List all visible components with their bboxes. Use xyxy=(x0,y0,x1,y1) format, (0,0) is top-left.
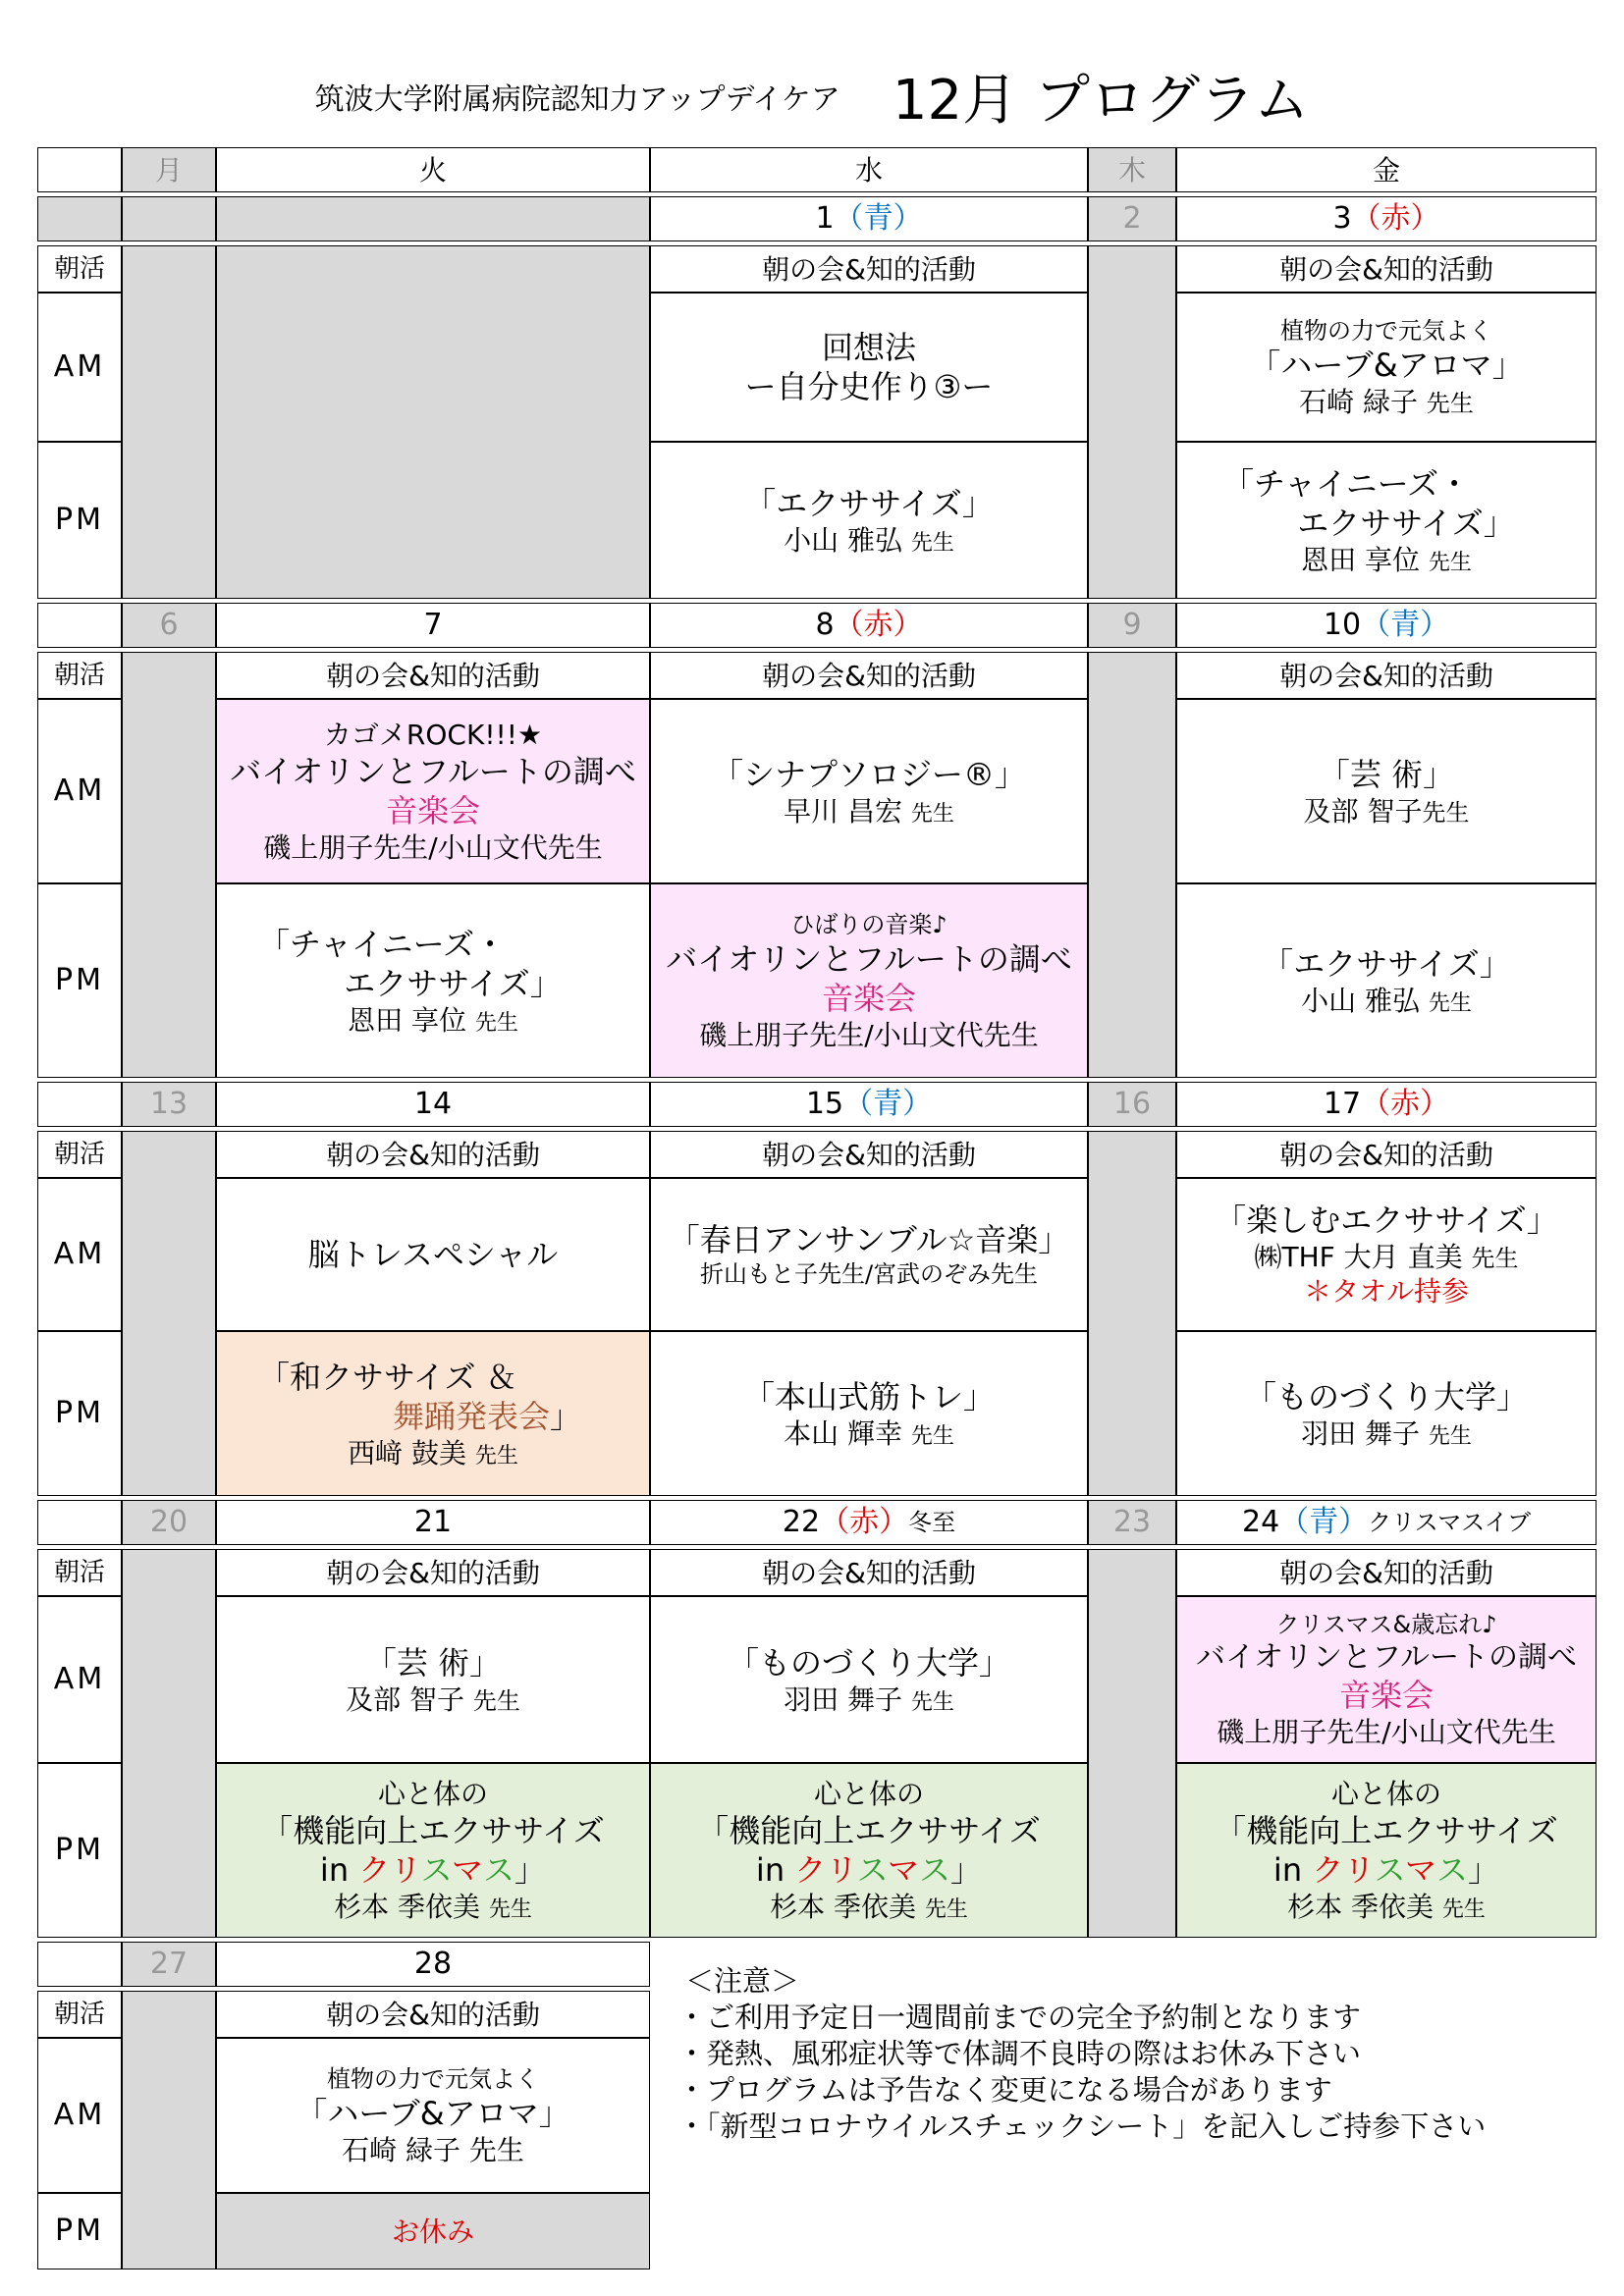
w4-tue-date: 21 xyxy=(216,1500,650,1545)
w3-tue-date: 14 xyxy=(216,1082,650,1127)
program-caption: 植物の力で元気よく xyxy=(327,2064,539,2093)
instructor: 羽田 舞子 先生 xyxy=(1301,1416,1472,1450)
program-title: 「楽しむエクササイズ」 xyxy=(1215,1201,1558,1239)
w3-am-label: AM xyxy=(37,1178,122,1331)
w2-tue-date: 7 xyxy=(216,603,650,648)
instructor: 本山 輝幸 先生 xyxy=(784,1416,954,1450)
w4-mon-date: 20 xyxy=(122,1500,216,1545)
program-title: 「ものづくり大学」 xyxy=(1244,1377,1528,1415)
instructor: 小山 雅弘 先生 xyxy=(784,523,954,557)
program-title: 「機能向上エクササイズ xyxy=(261,1812,605,1849)
w3-wed-pm xyxy=(650,1331,1088,1496)
instructor: 西﨑 鼓美 先生 xyxy=(348,1436,518,1469)
program-title: 「機能向上エクササイズ xyxy=(1215,1812,1558,1849)
w4-wed-date xyxy=(650,1500,1088,1545)
date-number: 24 xyxy=(1241,1505,1280,1540)
date-number: 3 xyxy=(1332,201,1352,237)
w1-fri-morning: 朝の会&知的活動 xyxy=(1176,245,1597,293)
instructor: 早川 昌宏 先生 xyxy=(784,794,954,828)
w3-mon-date: 13 xyxy=(122,1082,216,1127)
w5-mon-date: 27 xyxy=(122,1942,216,1987)
w3-thu-closed xyxy=(1088,1131,1176,1496)
program-title: 「機能向上エクササイズ xyxy=(697,1812,1041,1849)
w3-morning-label: 朝活 xyxy=(37,1131,122,1178)
program-caption: ひばりの音楽♪ xyxy=(790,910,947,938)
program-title-2: エクササイズ」 xyxy=(344,964,562,1002)
program-title: 12月 プログラム xyxy=(892,69,1310,133)
w1-wed-pm xyxy=(650,442,1088,599)
w4-fri-am xyxy=(1176,1596,1597,1763)
program-title: 「春日アンサンブル☆音楽」 xyxy=(668,1221,1070,1258)
w1-wed-am xyxy=(650,293,1088,442)
w1-tue-date xyxy=(216,196,650,241)
w3-tue-pm xyxy=(216,1331,650,1496)
date-number: 1 xyxy=(815,201,835,237)
program-title-2: in クリスマス」 xyxy=(755,1851,983,1889)
program-caption: 心と体の xyxy=(377,1778,488,1810)
program-title: 「エクササイズ」 xyxy=(744,484,994,522)
date-number: 22 xyxy=(782,1505,821,1540)
date-number: 8 xyxy=(815,608,835,643)
w5-morning-label: 朝活 xyxy=(37,1991,122,2038)
note-item: ・発熱、風邪症状等で体調不良時の際はお休み下さい xyxy=(677,2037,1362,2070)
instructor: 杉本 季依美 先生 xyxy=(770,1891,968,1923)
w3-fri-morning: 朝の会&知的活動 xyxy=(1176,1131,1597,1178)
note-item: ・ご利用予定日一週間前までの完全予約制となります xyxy=(677,2001,1362,2034)
program-title: 「エクササイズ」 xyxy=(1262,944,1511,983)
program-title: 「ものづくり大学」 xyxy=(727,1643,1010,1682)
w4-thu-date: 23 xyxy=(1088,1500,1176,1545)
w2-fri-date xyxy=(1176,603,1597,648)
color-tag: （青） xyxy=(834,201,923,237)
w2-fri-pm xyxy=(1176,883,1597,1078)
w1-fri-pm xyxy=(1176,442,1597,599)
instructor: 磯上朋子先生/小山文代先生 xyxy=(263,831,603,864)
date-number: 15 xyxy=(805,1087,844,1122)
w2-mon-closed xyxy=(122,652,216,1078)
w1-pm-label: PM xyxy=(37,442,122,599)
instructor: 磯上朋子先生/小山文代先生 xyxy=(1217,1716,1556,1749)
instructor: 及部 智子先生 xyxy=(1303,794,1470,828)
w3-date-label xyxy=(37,1082,122,1127)
w1-fri-am xyxy=(1176,293,1597,442)
w4-wed-morning: 朝の会&知的活動 xyxy=(650,1549,1088,1596)
w5-tue-date: 28 xyxy=(216,1942,650,1987)
w4-am-label: AM xyxy=(37,1596,122,1763)
program-caption: 心と体の xyxy=(813,1778,924,1810)
w2-fri-morning: 朝の会&知的活動 xyxy=(1176,652,1597,699)
color-tag: （青） xyxy=(1279,1505,1369,1540)
w1-thu-date: 2 xyxy=(1088,196,1176,241)
header-mon: 月 xyxy=(122,147,216,192)
date-number: 17 xyxy=(1323,1087,1362,1122)
w2-thu-date: 9 xyxy=(1088,603,1176,648)
w1-wed-morning: 朝の会&知的活動 xyxy=(650,245,1088,293)
program-title: バイオリンとフルートの調べ xyxy=(230,753,636,790)
program-title: 「チャイニーズ・ xyxy=(258,925,507,963)
program-title-2: 舞踊発表会」 xyxy=(392,1397,582,1435)
instructor: 石崎 緑子 先生 xyxy=(342,2133,524,2166)
instructor: 杉本 季依美 先生 xyxy=(1287,1891,1486,1923)
w3-fri-pm xyxy=(1176,1331,1597,1496)
w3-wed-am xyxy=(650,1178,1088,1331)
instructor: 杉本 季依美 先生 xyxy=(334,1891,532,1923)
program-title: 回想法 xyxy=(821,329,916,366)
w4-fri-pm xyxy=(1176,1763,1597,1938)
w4-tue-am xyxy=(216,1596,650,1763)
instructor: 小山 雅弘 先生 xyxy=(1301,984,1472,1017)
w1-date-label xyxy=(37,196,122,241)
program-title: 「ハーブ&アロマ」 xyxy=(296,2094,570,2132)
note-item: ・プログラムは予告なく変更になる場合があります xyxy=(677,2073,1332,2107)
instructor: 磯上朋子先生/小山文代先生 xyxy=(699,1018,1039,1051)
note-item: ・「新型コロナウイルスチェックシート」を記入しご持参下さい xyxy=(677,2109,1487,2143)
w4-morning-label: 朝活 xyxy=(37,1549,122,1596)
w3-wed-morning: 朝の会&知的活動 xyxy=(650,1131,1088,1178)
w1-mon-closed xyxy=(122,245,216,599)
color-tag: （青） xyxy=(1361,608,1450,643)
notes-heading: ＜注意＞ xyxy=(685,1964,800,1998)
w1-am-label: AM xyxy=(37,293,122,442)
program-highlight: 音楽会 xyxy=(1338,1677,1434,1715)
w2-am-label: AM xyxy=(37,699,122,883)
program-title: 「ハーブ&アロマ」 xyxy=(1249,346,1524,384)
w3-mon-closed xyxy=(122,1131,216,1496)
w5-am-label: AM xyxy=(37,2038,122,2193)
w4-date-label xyxy=(37,1500,122,1545)
program-note: ＊タオル持参 xyxy=(1303,1275,1469,1308)
notes-section xyxy=(677,1963,1486,2145)
program-title-2: in クリスマス」 xyxy=(1272,1851,1500,1889)
date-note: クリスマスイブ xyxy=(1368,1509,1532,1536)
w5-tue-am xyxy=(216,2038,650,2193)
program-title: 「芸 術」 xyxy=(364,1643,502,1682)
w4-tue-morning: 朝の会&知的活動 xyxy=(216,1549,650,1596)
w3-fri-am xyxy=(1176,1178,1597,1331)
program-title: 「和クササイズ ＆ xyxy=(258,1358,517,1396)
w1-tue-closed xyxy=(216,245,650,599)
program-title: 「シナプソロジー®」 xyxy=(711,755,1026,793)
w5-pm-label: PM xyxy=(37,2193,122,2269)
w2-thu-closed xyxy=(1088,652,1176,1078)
w2-tue-am xyxy=(216,699,650,883)
program-highlight: 音楽会 xyxy=(385,792,480,829)
w4-wed-am xyxy=(650,1596,1088,1763)
program-caption: クリスマス&歳忘れ♪ xyxy=(1275,1610,1497,1638)
instructor: 折山もと子先生/宮武のぞみ先生 xyxy=(699,1260,1039,1288)
header-tue: 火 xyxy=(216,147,650,192)
w2-tue-morning: 朝の会&知的活動 xyxy=(216,652,650,699)
w1-mon-date xyxy=(122,196,216,241)
w3-fri-date xyxy=(1176,1082,1597,1127)
date-note: 冬至 xyxy=(908,1509,956,1536)
w5-date-label xyxy=(37,1942,122,1987)
w2-pm-label: PM xyxy=(37,883,122,1078)
program-title: 脳トレスペシャル xyxy=(307,1236,559,1273)
header-thu: 木 xyxy=(1088,147,1176,192)
color-tag: （赤） xyxy=(820,1505,909,1540)
w2-wed-am xyxy=(650,699,1088,883)
w4-tue-pm xyxy=(216,1763,650,1938)
header-corner xyxy=(37,147,122,192)
color-tag: （赤） xyxy=(1361,1087,1450,1122)
program-highlight: 音楽会 xyxy=(821,979,916,1017)
w4-fri-date xyxy=(1176,1500,1597,1545)
program-title: バイオリンとフルートの調べ xyxy=(1196,1639,1577,1675)
w3-tue-am xyxy=(216,1178,650,1331)
w5-tue-pm-closed: お休み xyxy=(216,2193,650,2269)
w4-wed-pm xyxy=(650,1763,1088,1938)
w2-date-label xyxy=(37,603,122,648)
color-tag: （青） xyxy=(843,1087,933,1122)
header-fri: 金 xyxy=(1176,147,1597,192)
instructor: 石崎 緑子 先生 xyxy=(1299,385,1474,418)
w5-mon-closed xyxy=(122,1991,216,2269)
w2-wed-pm xyxy=(650,883,1088,1078)
w4-mon-closed xyxy=(122,1549,216,1938)
program-title: 「芸 術」 xyxy=(1318,755,1455,793)
instructor: 恩田 享位 先生 xyxy=(348,1003,518,1037)
w4-thu-closed xyxy=(1088,1549,1176,1938)
program-caption: 植物の力で元気よく xyxy=(1280,316,1492,345)
w2-morning-label: 朝活 xyxy=(37,652,122,699)
w5-tue-morning: 朝の会&知的活動 xyxy=(216,1991,650,2038)
w1-fri-date xyxy=(1176,196,1597,241)
program-title: バイオリンとフルートの調べ xyxy=(666,939,1072,978)
w3-wed-date xyxy=(650,1082,1088,1127)
w1-morning-label: 朝活 xyxy=(37,245,122,293)
w2-wed-date xyxy=(650,603,1088,648)
program-subtitle: ー自分史作り③ー xyxy=(744,368,994,405)
program-caption: カゴメROCK!!!★ xyxy=(323,719,543,751)
color-tag: （赤） xyxy=(834,608,923,643)
instructor: 羽田 舞子 先生 xyxy=(784,1682,954,1716)
w4-fri-morning: 朝の会&知的活動 xyxy=(1176,1549,1597,1596)
w3-thu-date: 16 xyxy=(1088,1082,1176,1127)
program-title: 「チャイニーズ・ xyxy=(1222,464,1471,503)
w2-tue-pm xyxy=(216,883,650,1078)
w3-tue-morning: 朝の会&知的活動 xyxy=(216,1131,650,1178)
instructor: ㈱THF 大月 直美 先生 xyxy=(1254,1241,1519,1273)
w4-pm-label: PM xyxy=(37,1763,122,1938)
w3-pm-label: PM xyxy=(37,1331,122,1496)
w2-fri-am xyxy=(1176,699,1597,883)
w2-wed-morning: 朝の会&知的活動 xyxy=(650,652,1088,699)
color-tag: （赤） xyxy=(1351,201,1440,237)
date-number: 10 xyxy=(1323,608,1362,643)
w1-thu-closed xyxy=(1088,245,1176,599)
header-wed: 水 xyxy=(650,147,1088,192)
program-caption: 心と体の xyxy=(1330,1778,1441,1810)
instructor: 恩田 享位 先生 xyxy=(1301,543,1472,576)
program-title-2: in クリスマス」 xyxy=(319,1851,547,1889)
instructor: 及部 智子 先生 xyxy=(346,1682,520,1716)
program-title: 「本山式筋トレ」 xyxy=(742,1377,995,1415)
w2-mon-date: 6 xyxy=(122,603,216,648)
w1-wed-date xyxy=(650,196,1088,241)
program-title-2: エクササイズ」 xyxy=(1297,504,1515,542)
org-name: 筑波大学附属病院認知力アップデイケア xyxy=(314,82,840,117)
